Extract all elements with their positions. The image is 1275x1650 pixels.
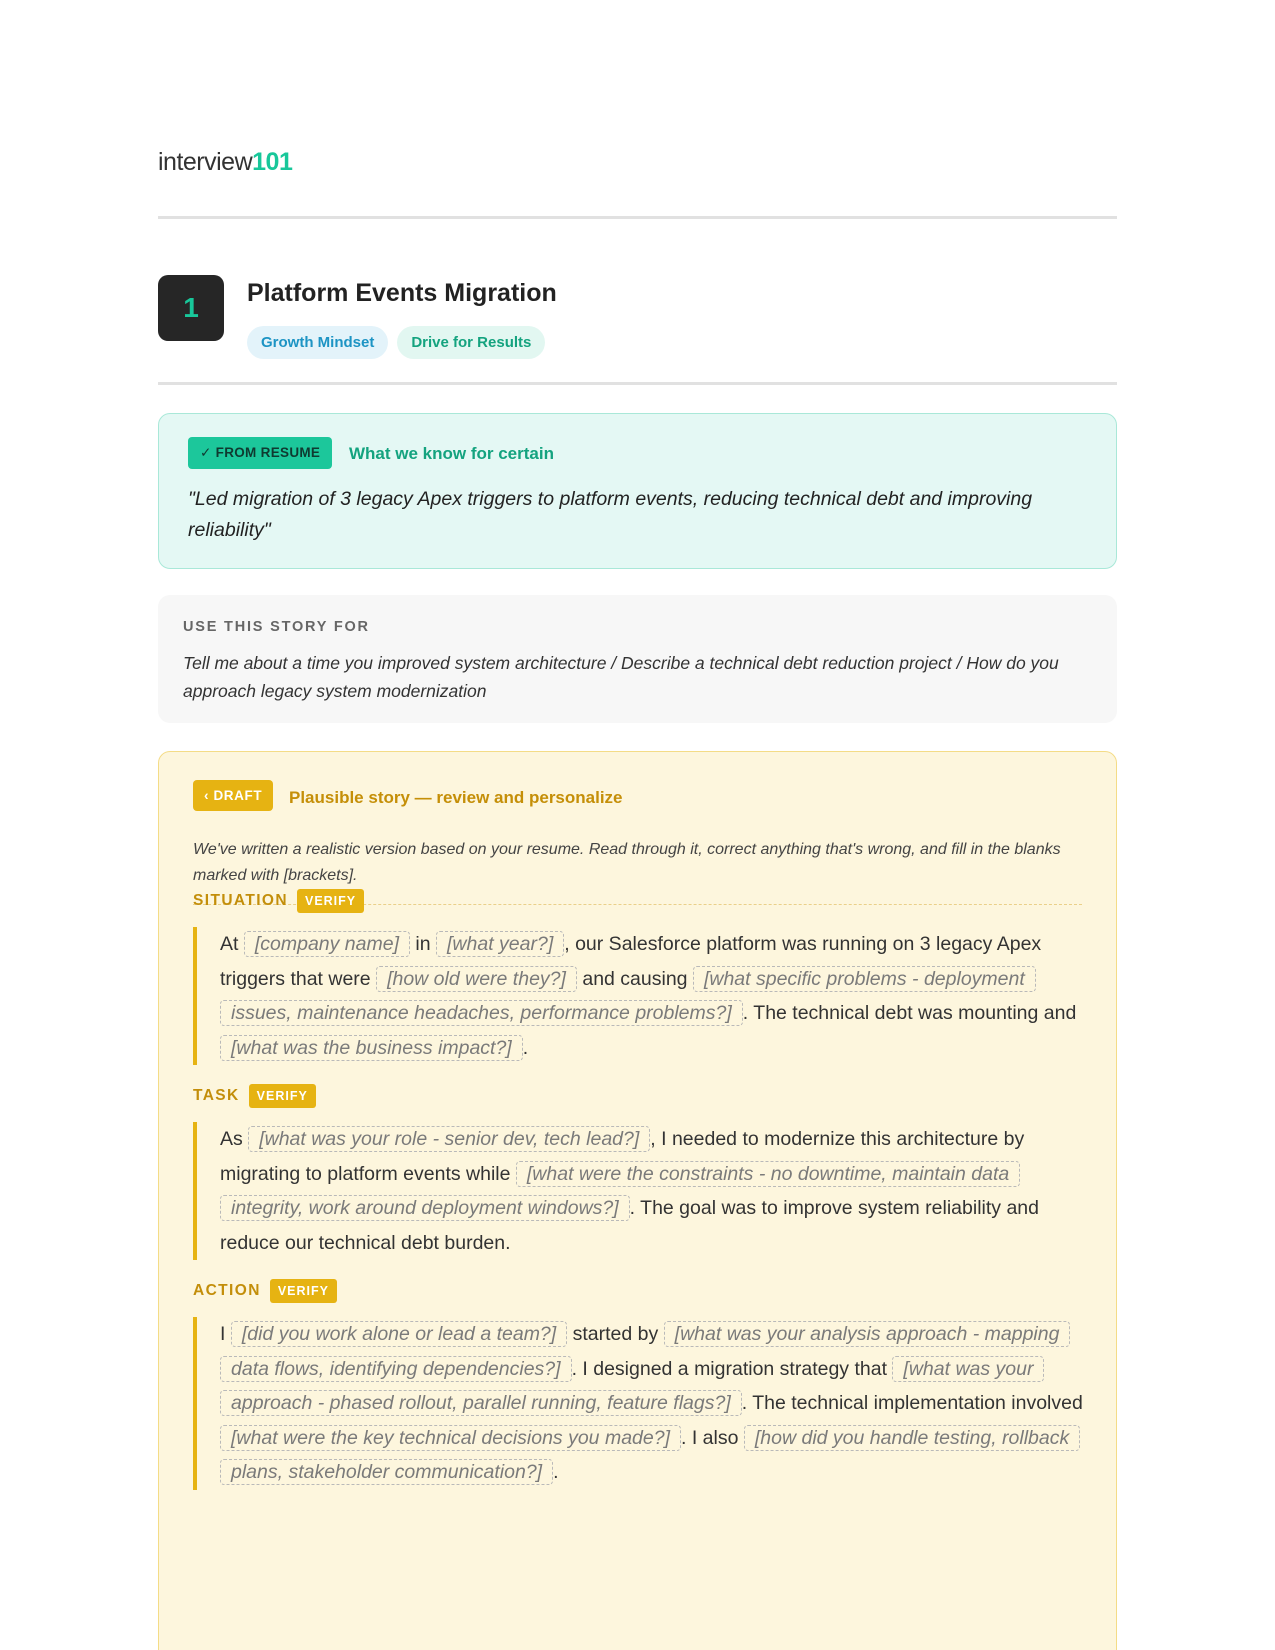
situation-text-part: . [522,1036,529,1059]
blank-constraints[interactable]: [what were the constraints - no downtime, maintain data integrity, work around deployment windows?] [220,1161,1020,1222]
action-text-part: . [553,1461,559,1483]
blank-what-year[interactable]: [what year?] [436,931,564,957]
action-label: ACTION [193,1282,261,1299]
blank-analysis-approach[interactable]: [what was your analysis approach - mapping data flows, identifying dependencies?] [220,1321,1070,1382]
brand-word: interview [158,148,253,176]
blank-alone-or-team[interactable]: [did you work alone or lead a team?] [231,1321,567,1347]
blank-specific-problems[interactable]: [what specific problems - deployment issues, maintenance headaches, performance problems?] [220,966,1036,1027]
situation-text-part: , our Salesforce platform was running on 3 legacy Apex triggers that were [220,933,1042,990]
task-text-part: As [220,1128,249,1150]
task-verify-badge: VERIFY [249,1084,316,1108]
action-text-part: . I also [681,1426,744,1449]
situation-text [193,927,1083,1065]
task-label: TASK [193,1087,240,1104]
action-text-part: started by [567,1323,664,1345]
action-text-part: . The technical implementation involved [741,1392,1083,1414]
situation-text-part: in [410,933,437,955]
blank-migration-approach[interactable]: [what was your approach - phased rollout, parallel running, feature flags?] [220,1356,1044,1417]
tag-growth-mindset: Growth Mindset [247,326,388,359]
action-header [193,1279,337,1303]
use-this-story-panel [158,595,1117,723]
situation-text-part: and causing [576,967,693,990]
story-header [158,275,1117,385]
brand-logo [158,148,292,177]
use-this-story-label: USE THIS STORY FOR [183,619,370,635]
task-header [193,1084,316,1108]
task-text [193,1122,1083,1260]
situation-verify-badge: VERIFY [297,889,364,913]
story-title: Platform Events Migration [247,279,557,307]
blank-your-role[interactable]: [what was your role - senior dev, tech lead?] [248,1126,650,1152]
competency-tags [247,326,545,359]
header-divider [158,216,1117,219]
task-text-part: . The goal was to improve system reliability and reduce our technical debt burden. [220,1197,1039,1254]
blank-technical-decisions[interactable]: [what were the key technical decisions you made?] [220,1425,681,1451]
blank-company-name[interactable]: [company name] [244,931,410,957]
action-text [193,1317,1083,1490]
blank-testing-rollback[interactable]: [how did you handle testing, rollback plans, stakeholder communication?] [220,1425,1080,1486]
from-resume-badge: ✓ FROM RESUME [188,437,332,469]
from-resume-panel [158,413,1117,569]
situation-header [193,889,364,913]
draft-panel [158,751,1117,1650]
draft-instructions: We've written a realistic version based on your resume. Read through it, correct anything that's wrong, and fill in the blanks marked with [brackets]. [193,841,1061,884]
draft-subtitle: Plausible story — review and personalize [289,788,623,807]
action-verify-badge: VERIFY [270,1279,337,1303]
resume-quote: "Led migration of 3 legacy Apex triggers to platform events, reducing technical debt and improving reliability" [188,488,1033,541]
action-text-part: . I designed a migration strategy that [571,1357,893,1380]
action-text-part: I [220,1323,231,1345]
situation-text-part: At [220,933,244,955]
task-text-part: , I needed to modernize this architecture by migrating to platform events while [220,1128,1025,1185]
use-this-story-questions: Tell me about a time you improved system architecture / Describe a technical debt reduction project / How do you approach legacy system modernization [183,653,1059,701]
blank-trigger-age[interactable]: [how old were they?] [376,966,577,992]
blank-business-impact[interactable]: [what was the business impact?] [220,1035,523,1061]
story-divider [158,382,1117,385]
situation-label: SITUATION [193,892,288,909]
from-resume-subtitle: What we know for certain [349,444,554,463]
brand-number: 101 [252,148,293,176]
story-number-badge: 1 [158,275,224,341]
situation-text-part: . The technical debt was mounting and [742,1002,1077,1024]
draft-badge: ‹ DRAFT [193,780,273,811]
tag-drive-for-results: Drive for Results [397,326,545,359]
